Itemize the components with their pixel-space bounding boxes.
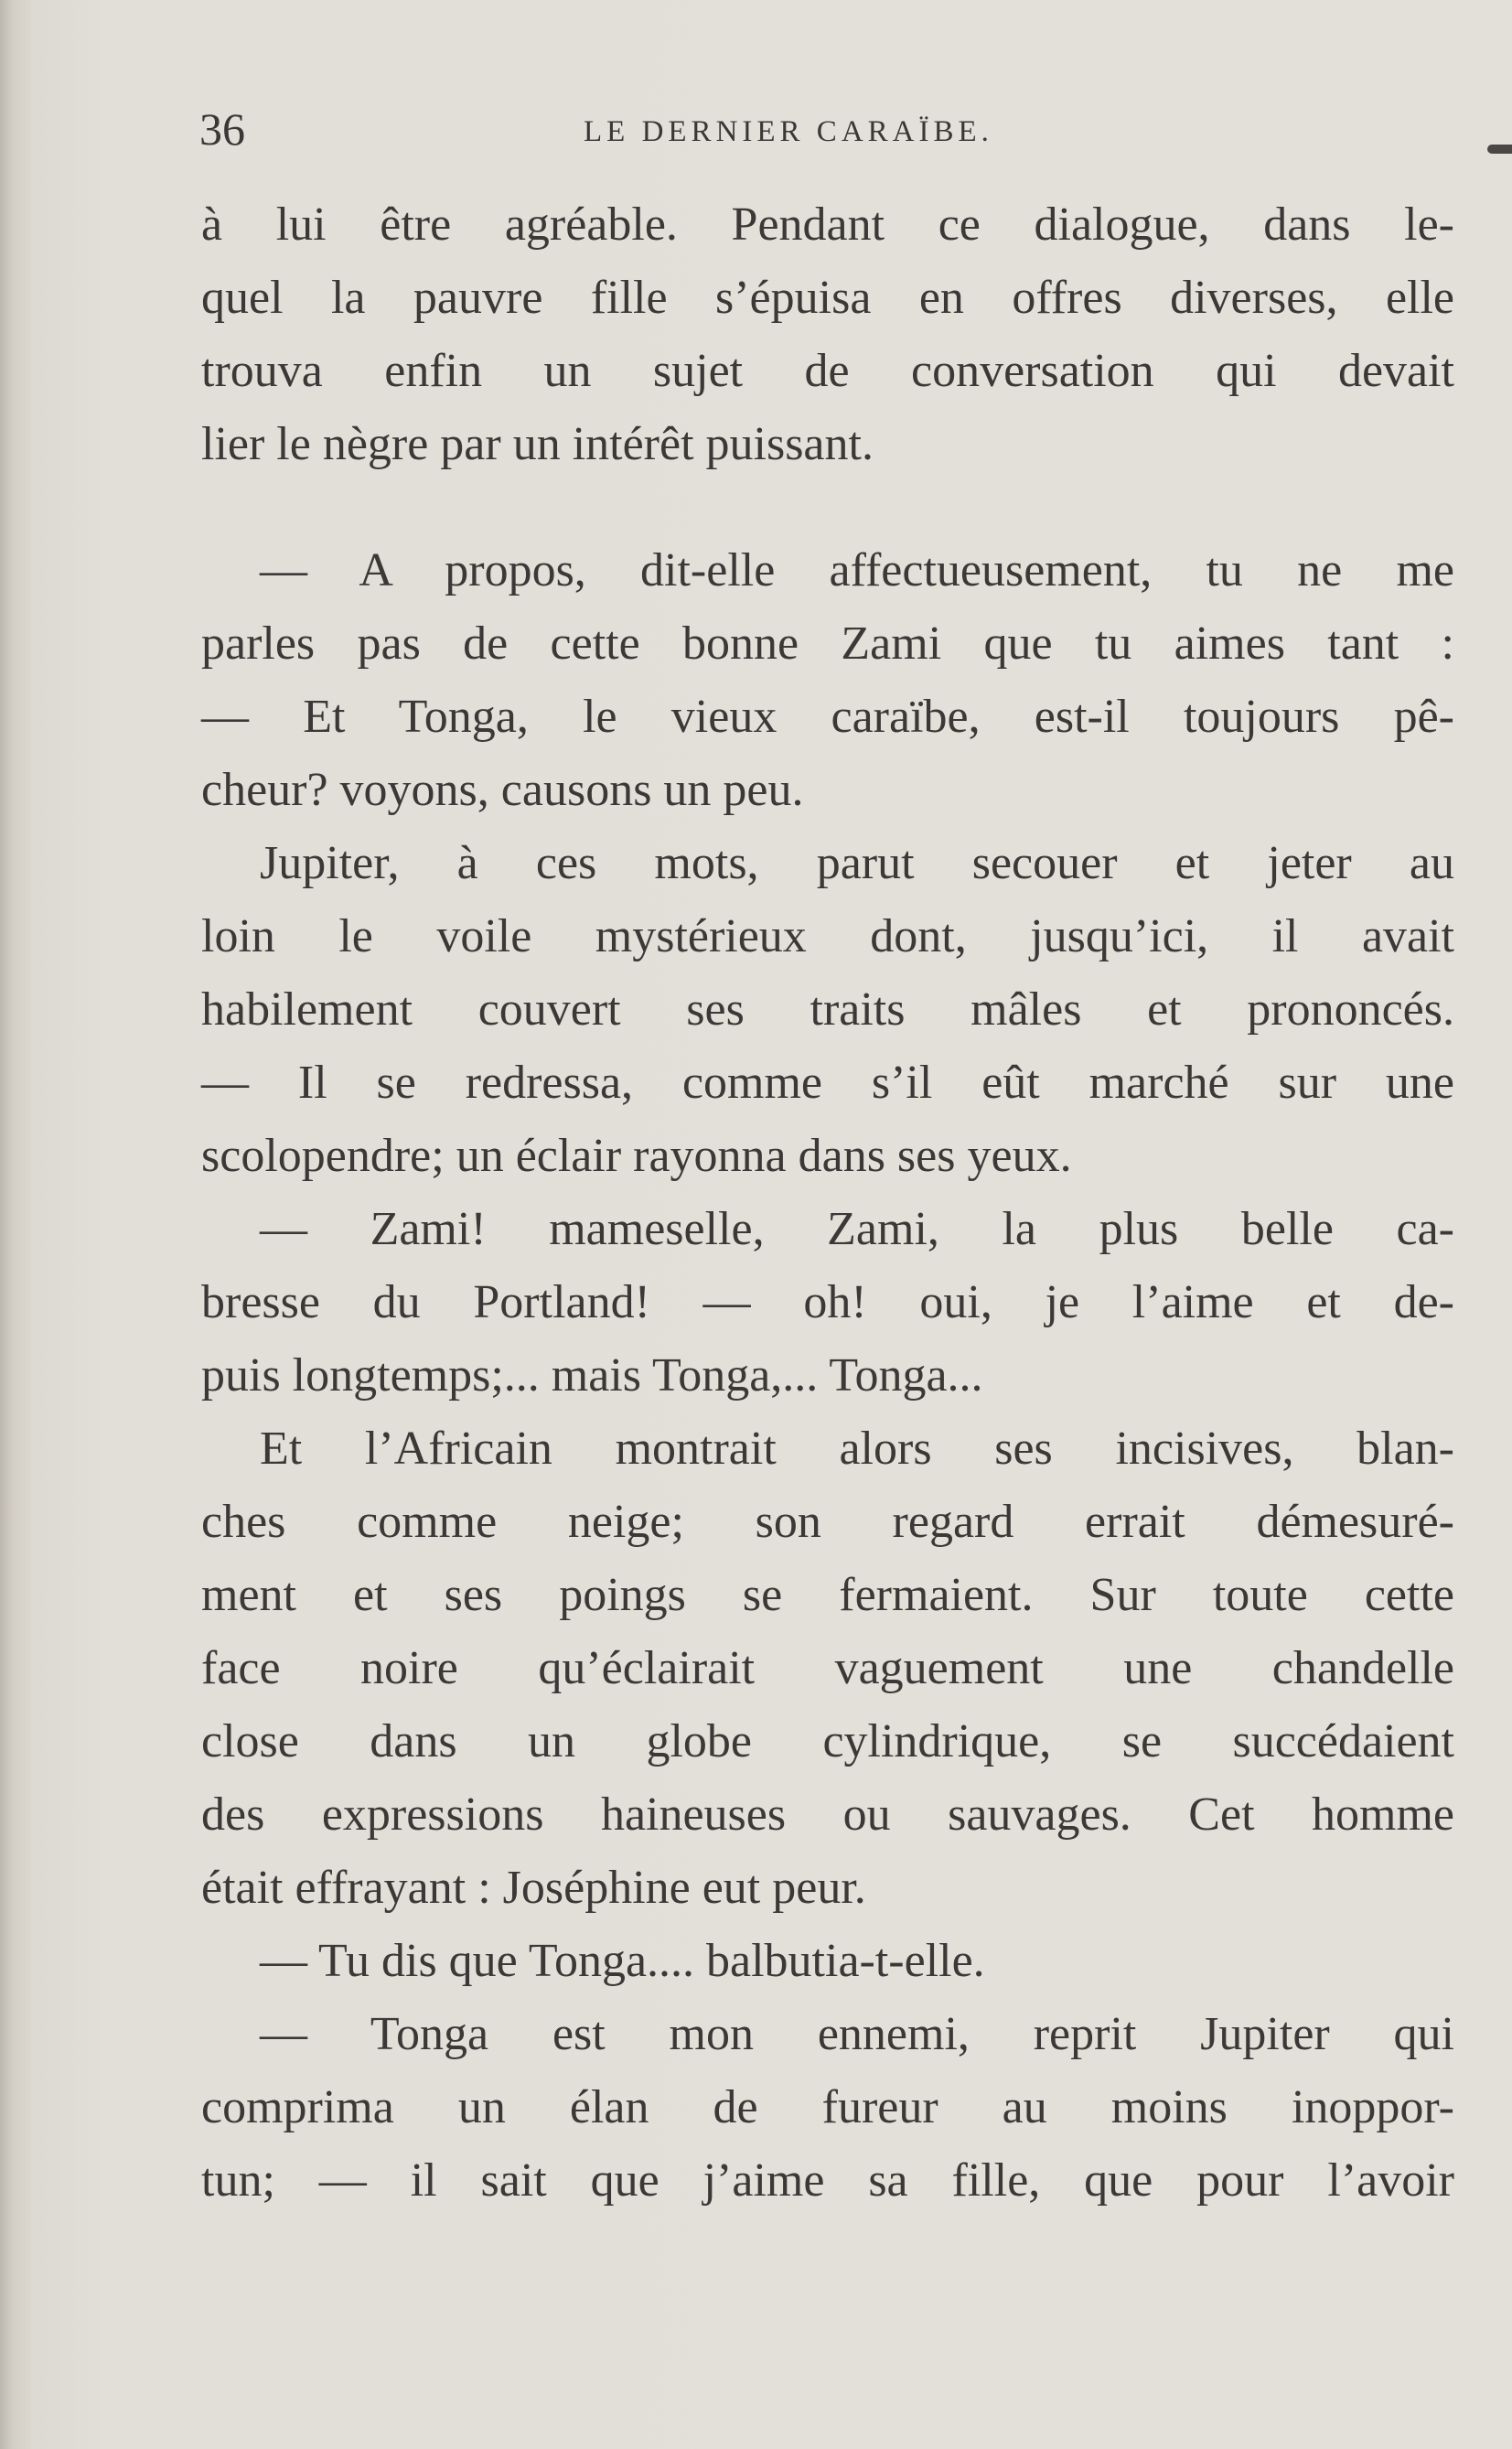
text-line: — Tonga est mon ennemi, reprit Jupiter qui <box>260 2008 1454 2060</box>
body-text <box>201 188 1454 2218</box>
text-line: Jupiter, à ces mots, parut secouer et jeter au <box>260 837 1454 889</box>
text-line: cheur? voyons, causons un peu. <box>201 764 804 816</box>
paragraph <box>201 827 1454 1193</box>
text-line: — Tu dis que Tonga.... balbutia-t-elle. <box>260 1935 985 1987</box>
text-line: tun; — il sait que j’aime sa fille, que pour l’avoir <box>201 2154 1454 2207</box>
page-header <box>199 102 1462 176</box>
text-line: trouva enfin un sujet de conversation qui devait <box>201 345 1454 397</box>
paragraph <box>201 188 1454 481</box>
page-spine-shadow <box>0 0 31 2449</box>
text-line: close dans un globe cylindrique, se succédaient <box>201 1715 1454 1767</box>
paragraph <box>201 1412 1454 1925</box>
text-line: à lui être agréable. Pendant ce dialogue, dans le- <box>201 199 1454 251</box>
text-line: ches comme neige; son regard errait démesuré- <box>201 1496 1454 1548</box>
edge-ink-mark <box>1487 145 1512 154</box>
text-line: comprima un élan de fureur au moins inoppor- <box>201 2081 1454 2133</box>
paragraph <box>201 1193 1454 1412</box>
text-line: — Zami! mameselle, Zami, la plus belle ca- <box>260 1203 1454 1255</box>
text-line: bresse du Portland! — oh! oui, je l’aime et de- <box>201 1276 1454 1328</box>
paragraph <box>201 1925 1454 1998</box>
text-line: était effrayant : Joséphine eut peur. <box>201 1862 866 1914</box>
text-line: habilement couvert ses traits mâles et prononcés. <box>201 983 1454 1036</box>
paragraph <box>201 1998 1454 2218</box>
running-title: LE DERNIER CARAÏBE. <box>584 115 993 148</box>
text-line: — Il se redressa, comme s’il eût marché sur une <box>201 1057 1454 1109</box>
text-line: loin le voile mystérieux dont, jusqu’ici, il avait <box>201 910 1454 962</box>
text-line: parles pas de cette bonne Zami que tu aimes tant : <box>201 618 1454 670</box>
text-line: puis longtemps;... mais Tonga,... Tonga... <box>201 1349 983 1402</box>
paragraph-gap <box>201 481 1454 534</box>
text-line: — Et Tonga, le vieux caraïbe, est-il toujours pê- <box>201 691 1454 743</box>
text-line: des expressions haineuses ou sauvages. Cet homme <box>201 1788 1454 1841</box>
text-line: lier le nègre par un intérêt puissant. <box>201 418 874 470</box>
text-line: face noire qu’éclairait vaguement une chandelle <box>201 1642 1454 1694</box>
text-line: — A propos, dit-elle affectueusement, tu ne me <box>260 544 1454 596</box>
text-line: quel la pauvre fille s’épuisa en offres diverses, elle <box>201 272 1454 324</box>
text-line: scolopendre; un éclair rayonna dans ses yeux. <box>201 1130 1072 1182</box>
text-line: Et l’Africain montrait alors ses incisives, blan- <box>260 1423 1454 1475</box>
text-line: ment et ses poings se fermaient. Sur toute cette <box>201 1569 1454 1621</box>
page-number: 36 <box>199 103 245 155</box>
paragraph <box>201 534 1454 827</box>
